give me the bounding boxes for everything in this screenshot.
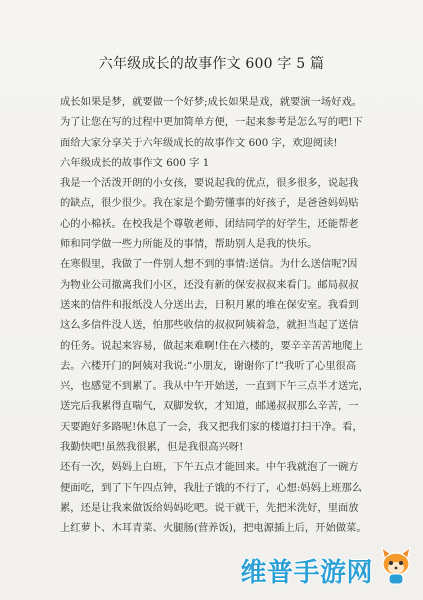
text-line: 上红萝卜、木耳青菜、火腿肠(营养饭)，把电源插上后，开始做菜。	[60, 522, 367, 535]
text-line: 心的小棉袄。在校我是个尊敬老师、团结同学的好学生，还能帮老	[60, 217, 359, 230]
document-title: 六年级成长的故事作文 600 字 5 篇	[98, 56, 325, 72]
text-line: 这么多信件没人送，怕那些收信的叔叔阿姨着急，就担当起了送信	[60, 319, 359, 332]
text-line: 面给大家分享关于六年级成长的故事作文 600 字，欢迎阅读!	[60, 136, 338, 149]
text-line: 还有一次，妈妈上白班，下午五点才能回来。中午我就泡了一碗方	[60, 461, 359, 474]
text-line: 师和同学做一些力所能及的事情，帮助别人是我的快乐。	[60, 238, 318, 251]
watermark	[240, 546, 413, 586]
text-line: 的任务。说起来容易，做起来难啊!住在六楼的，要辛辛苦苦地爬上	[60, 339, 363, 352]
text-line: 我勤快吧!虽然我很累，但是我很高兴呀!	[60, 441, 244, 454]
text-line: 我是一个活泼开朗的小女孩，要说起我的优点，很多很多，说起我	[60, 177, 359, 190]
text-line: 送来的信件和报纸没人分送出去，日积月累的堆在保安室。我看到	[60, 298, 359, 311]
text-line: 在寒假里，我做了一件别人想不到的事情:送信。为什么送信呢?因	[60, 258, 358, 271]
text-line: 的缺点，很少很少。我在家是个勤劳懂事的好孩子，是爸爸妈妈贴	[60, 197, 359, 210]
text-line: 成长如果是梦，就要做一个好梦;成长如果是戏，就要演一场好戏。	[60, 96, 363, 108]
fox-mascot-icon	[379, 546, 413, 586]
text-line: 兴，也感觉不到累了。我从中午开始送，一直到下午三点半才送完，	[60, 380, 369, 393]
text-line: 为了让您在写的过程中更加简单方便，一起来参考是怎么写的吧!下	[60, 116, 363, 129]
section-heading: 六年级成长的故事作文 600 字 1	[60, 156, 210, 169]
watermark-text: 维普手游网	[240, 558, 373, 588]
text-line: 为物业公司撤离我们小区，还没有新的保安叔叔来看门。邮局叔叔	[60, 278, 359, 291]
document-body	[60, 92, 401, 539]
text-line: 天要跑好多路呢!休息了一会，我又把我们家的楼道打扫干净。看，	[60, 420, 363, 433]
text-line: 便面吃，到了下午四点钟，我肚子饿的不行了，心想:妈妈上班那么	[60, 481, 363, 494]
text-line: 去。六楼开门的阿姨对我说:“小朋友，谢谢你了!”我听了心里很高	[60, 359, 357, 372]
text-line: 送完后我累得直喘气，双脚发软，才知道，邮递叔叔那么辛苦，一	[60, 400, 359, 413]
text-line: 累，还是让我来做饭给妈妈吃吧。说干就干，先把米洗好，里面放	[60, 501, 359, 514]
